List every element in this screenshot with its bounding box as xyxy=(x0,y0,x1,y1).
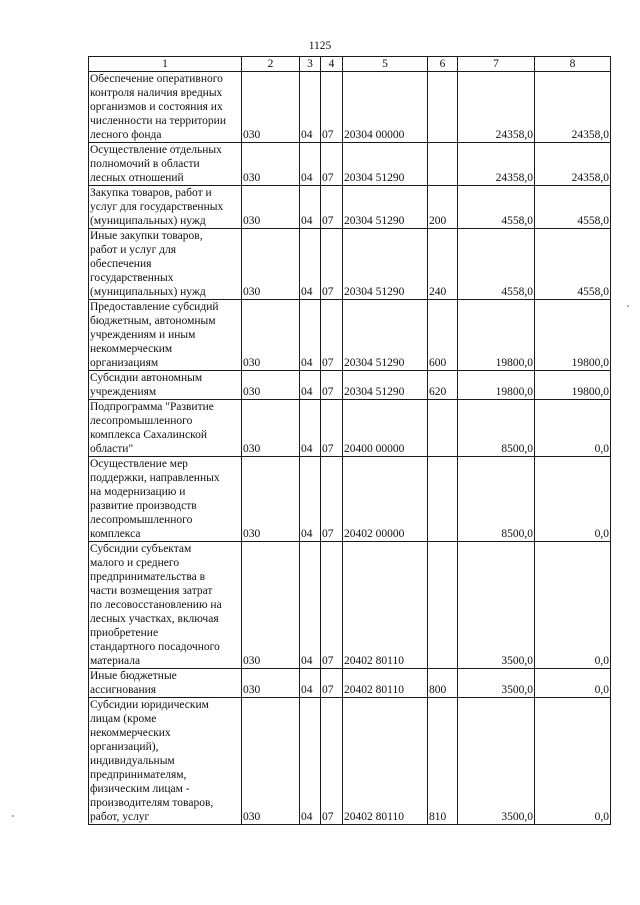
row-expense-type: 240 xyxy=(428,229,458,300)
row-target-code: 20304 51290 xyxy=(343,143,428,186)
page-number: 1125 xyxy=(308,40,332,52)
row-amount-col7: 8500,0 xyxy=(458,457,535,542)
row-section-code: 04 xyxy=(300,457,321,542)
table-row xyxy=(89,400,611,457)
row-subsection-code: 07 xyxy=(321,300,343,371)
row-name: Иные закупки товаров, работ и услуг для обеспечения государственных (муниципальных) нужд xyxy=(89,229,242,300)
row-name: Осуществление отдельных полномочий в области лесных отношений xyxy=(89,143,242,186)
budget-table xyxy=(88,56,611,825)
column-header: 4 xyxy=(321,57,343,72)
row-name: Обеспечение оперативного контроля наличия вредных организмов и состояния их численности на территории лесного фонда xyxy=(89,72,242,143)
table-row xyxy=(89,698,611,825)
row-expense-type xyxy=(428,143,458,186)
row-amount-col7: 24358,0 xyxy=(458,72,535,143)
row-amount-col8: 24358,0 xyxy=(535,143,611,186)
row-amount-col7: 8500,0 xyxy=(458,400,535,457)
column-header: 2 xyxy=(242,57,300,72)
row-amount-col8: 4558,0 xyxy=(535,229,611,300)
row-section-code: 04 xyxy=(300,143,321,186)
row-subsection-code: 07 xyxy=(321,371,343,400)
row-name: Подпрограмма "Развитие лесопромышленного комплекса Сахалинской области" xyxy=(89,400,242,457)
row-name: Субсидии юридическим лицам (кроме некоммерческих организаций), индивидуальным предпринимателям, физическим лицам - производителям товаров, работ, услуг xyxy=(89,698,242,825)
row-expense-type: 800 xyxy=(428,669,458,698)
row-amount-col7: 3500,0 xyxy=(458,669,535,698)
row-target-code: 20304 51290 xyxy=(343,371,428,400)
row-amount-col7: 3500,0 xyxy=(458,542,535,669)
row-amount-col7: 3500,0 xyxy=(458,698,535,825)
row-amount-col8: 19800,0 xyxy=(535,300,611,371)
row-ministry-code: 030 xyxy=(242,186,300,229)
row-section-code: 04 xyxy=(300,400,321,457)
column-header: 7 xyxy=(458,57,535,72)
row-ministry-code: 030 xyxy=(242,229,300,300)
table-row xyxy=(89,457,611,542)
row-subsection-code: 07 xyxy=(321,143,343,186)
row-name: Субсидии автономным учреждениям xyxy=(89,371,242,400)
row-expense-type xyxy=(428,72,458,143)
column-header: 6 xyxy=(428,57,458,72)
row-subsection-code: 07 xyxy=(321,72,343,143)
row-ministry-code: 030 xyxy=(242,457,300,542)
row-section-code: 04 xyxy=(300,698,321,825)
column-header: 5 xyxy=(343,57,428,72)
row-name: Предоставление субсидий бюджетным, автономным учреждениям и иным некоммерческим организациям xyxy=(89,300,242,371)
row-target-code: 20304 00000 xyxy=(343,72,428,143)
table-row xyxy=(89,669,611,698)
row-section-code: 04 xyxy=(300,300,321,371)
table-row xyxy=(89,72,611,143)
column-header: 3 xyxy=(300,57,321,72)
row-name: Осуществление мер поддержки, направленных на модернизацию и развитие производств лесопромышленного комплекса xyxy=(89,457,242,542)
row-section-code: 04 xyxy=(300,72,321,143)
table-row xyxy=(89,186,611,229)
table-row xyxy=(89,143,611,186)
row-ministry-code: 030 xyxy=(242,542,300,669)
row-amount-col8: 0,0 xyxy=(535,669,611,698)
row-target-code: 20304 51290 xyxy=(343,186,428,229)
row-amount-col7: 24358,0 xyxy=(458,143,535,186)
row-ministry-code: 030 xyxy=(242,669,300,698)
row-ministry-code: 030 xyxy=(242,72,300,143)
row-amount-col8: 24358,0 xyxy=(535,72,611,143)
row-amount-col8: 4558,0 xyxy=(535,186,611,229)
row-subsection-code: 07 xyxy=(321,186,343,229)
row-expense-type: 810 xyxy=(428,698,458,825)
row-subsection-code: 07 xyxy=(321,542,343,669)
row-expense-type: 200 xyxy=(428,186,458,229)
row-target-code: 20400 00000 xyxy=(343,400,428,457)
row-name: Субсидии субъектам малого и среднего предпринимательства в части возмещения затрат по лесовосстановлению на лесных участках, включая приобретение стандартного посадочного материала xyxy=(89,542,242,669)
row-target-code: 20402 00000 xyxy=(343,457,428,542)
row-subsection-code: 07 xyxy=(321,229,343,300)
row-target-code: 20304 51290 xyxy=(343,229,428,300)
row-amount-col8: 19800,0 xyxy=(535,371,611,400)
scan-speck xyxy=(627,305,629,307)
row-name: Иные бюджетные ассигнования xyxy=(89,669,242,698)
column-number-row xyxy=(89,57,611,72)
row-section-code: 04 xyxy=(300,542,321,669)
table-row xyxy=(89,371,611,400)
row-name: Закупка товаров, работ и услуг для государственных (муниципальных) нужд xyxy=(89,186,242,229)
row-section-code: 04 xyxy=(300,669,321,698)
row-amount-col7: 4558,0 xyxy=(458,186,535,229)
row-target-code: 20402 80110 xyxy=(343,669,428,698)
row-target-code: 20402 80110 xyxy=(343,542,428,669)
row-subsection-code: 07 xyxy=(321,400,343,457)
row-section-code: 04 xyxy=(300,229,321,300)
row-amount-col7: 19800,0 xyxy=(458,371,535,400)
row-section-code: 04 xyxy=(300,186,321,229)
row-section-code: 04 xyxy=(300,371,321,400)
table-row xyxy=(89,229,611,300)
row-expense-type xyxy=(428,400,458,457)
row-expense-type xyxy=(428,457,458,542)
row-target-code: 20402 80110 xyxy=(343,698,428,825)
table-row xyxy=(89,542,611,669)
scan-speck xyxy=(12,815,14,817)
row-ministry-code: 030 xyxy=(242,143,300,186)
row-ministry-code: 030 xyxy=(242,371,300,400)
row-expense-type xyxy=(428,542,458,669)
row-subsection-code: 07 xyxy=(321,698,343,825)
row-amount-col8: 0,0 xyxy=(535,542,611,669)
row-amount-col8: 0,0 xyxy=(535,457,611,542)
column-header: 8 xyxy=(535,57,611,72)
row-expense-type: 600 xyxy=(428,300,458,371)
row-amount-col7: 19800,0 xyxy=(458,300,535,371)
table-row xyxy=(89,300,611,371)
row-amount-col8: 0,0 xyxy=(535,698,611,825)
row-ministry-code: 030 xyxy=(242,698,300,825)
row-expense-type: 620 xyxy=(428,371,458,400)
row-amount-col7: 4558,0 xyxy=(458,229,535,300)
row-subsection-code: 07 xyxy=(321,457,343,542)
row-ministry-code: 030 xyxy=(242,300,300,371)
row-subsection-code: 07 xyxy=(321,669,343,698)
row-amount-col8: 0,0 xyxy=(535,400,611,457)
row-target-code: 20304 51290 xyxy=(343,300,428,371)
column-header: 1 xyxy=(89,57,242,72)
row-ministry-code: 030 xyxy=(242,400,300,457)
